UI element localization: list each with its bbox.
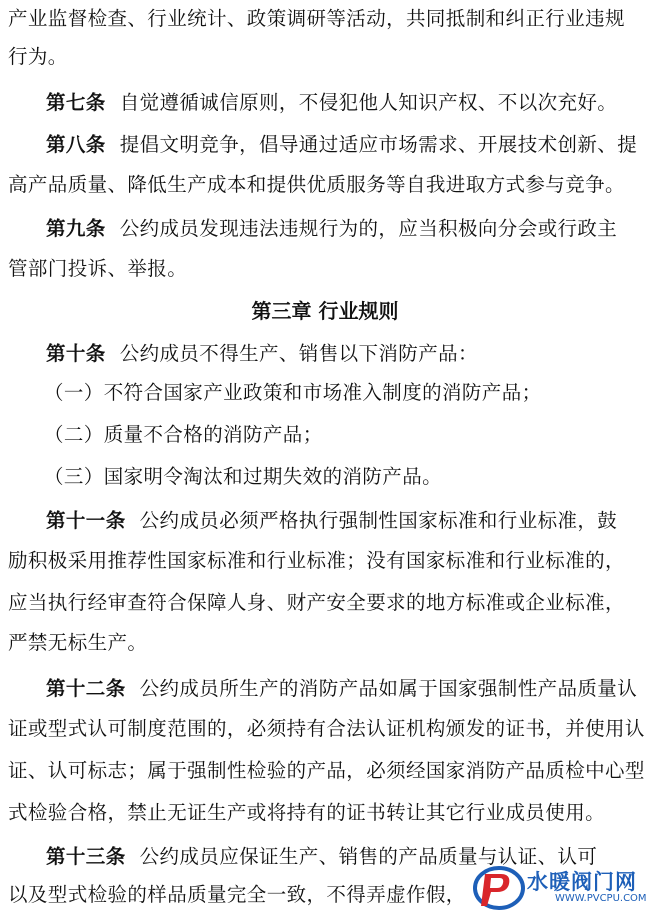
article-label: 第八条 xyxy=(46,133,106,156)
article-9 xyxy=(46,214,636,244)
watermark-logo-icon xyxy=(471,862,527,912)
text-line: 行为。 xyxy=(8,45,68,68)
watermark-url: WWW.PVCPU.COM xyxy=(555,893,647,904)
article-12 xyxy=(46,674,636,704)
text-line: 产业监督检查、行业统计、政策调研等活动，共同抵制和纠正行业违规 xyxy=(8,7,625,30)
article-text: 公约成员所生产的消防产品如属于国家强制性产品质量认 xyxy=(139,677,638,700)
list-item: （一）不符合国家产业政策和市场准入制度的消防产品； xyxy=(44,381,542,404)
article-text: 公约成员应保证生产、销售的产品质量与认证、认可 xyxy=(139,845,598,868)
article-label: 第九条 xyxy=(46,217,106,240)
article-text: 公约成员不得生产、销售以下消防产品： xyxy=(119,342,478,365)
article-text: 提倡文明竞争，倡导通过适应市场需求、开展技术创新、提 xyxy=(119,133,638,156)
text-line: 管部门投诉、举报。 xyxy=(8,257,188,280)
watermark-logo-text: 水暖阀门网 xyxy=(527,870,637,894)
list-item: （三）国家明令淘汰和过期失效的消防产品。 xyxy=(44,465,443,488)
article-text: 公约成员发现违法违规行为的，应当积极向分会或行政主 xyxy=(119,217,618,240)
article-label: 第十一条 xyxy=(46,509,126,532)
watermark xyxy=(471,862,646,912)
text-line: 应当执行经审查符合保障人身、财产安全要求的地方标准或企业标准， xyxy=(8,591,625,614)
article-label: 第十二条 xyxy=(46,677,126,700)
article-10 xyxy=(46,339,636,369)
article-label: 第十条 xyxy=(46,342,106,365)
text-line: 证、认可标志；属于强制性检验的产品，必须经国家消防产品质检中心型 xyxy=(8,759,645,782)
article-label: 第七条 xyxy=(46,91,106,114)
text-line: 以及型式检验的样品质量完全一致，不得弄虚作假， xyxy=(8,883,466,906)
list-item: （二）质量不合格的消防产品； xyxy=(44,423,323,446)
chapter-heading: 第三章 行业规则 xyxy=(251,299,399,323)
article-7 xyxy=(46,88,636,118)
article-11 xyxy=(46,506,636,536)
text-line: 严禁无标生产。 xyxy=(8,631,148,654)
article-8 xyxy=(46,130,636,160)
text-line: 励积极采用推荐性国家标准和行业标准；没有国家标准和行业标准的， xyxy=(8,549,625,572)
text-line: 证或型式认可制度范围的，必须持有合法认证机构颁发的证书，并使用认 xyxy=(8,717,645,740)
text-line: 式检验合格，禁止无证生产或将持有的证书转让其它行业成员使用。 xyxy=(8,801,606,824)
article-text: 自觉遵循诚信原则，不侵犯他人知识产权、不以次充好。 xyxy=(119,91,618,114)
article-text: 公约成员必须严格执行强制性国家标准和行业标准，鼓 xyxy=(139,509,618,532)
article-label: 第十三条 xyxy=(46,845,126,868)
text-line: 高产品质量、降低生产成本和提供优质服务等自我进取方式参与竞争。 xyxy=(8,173,625,196)
